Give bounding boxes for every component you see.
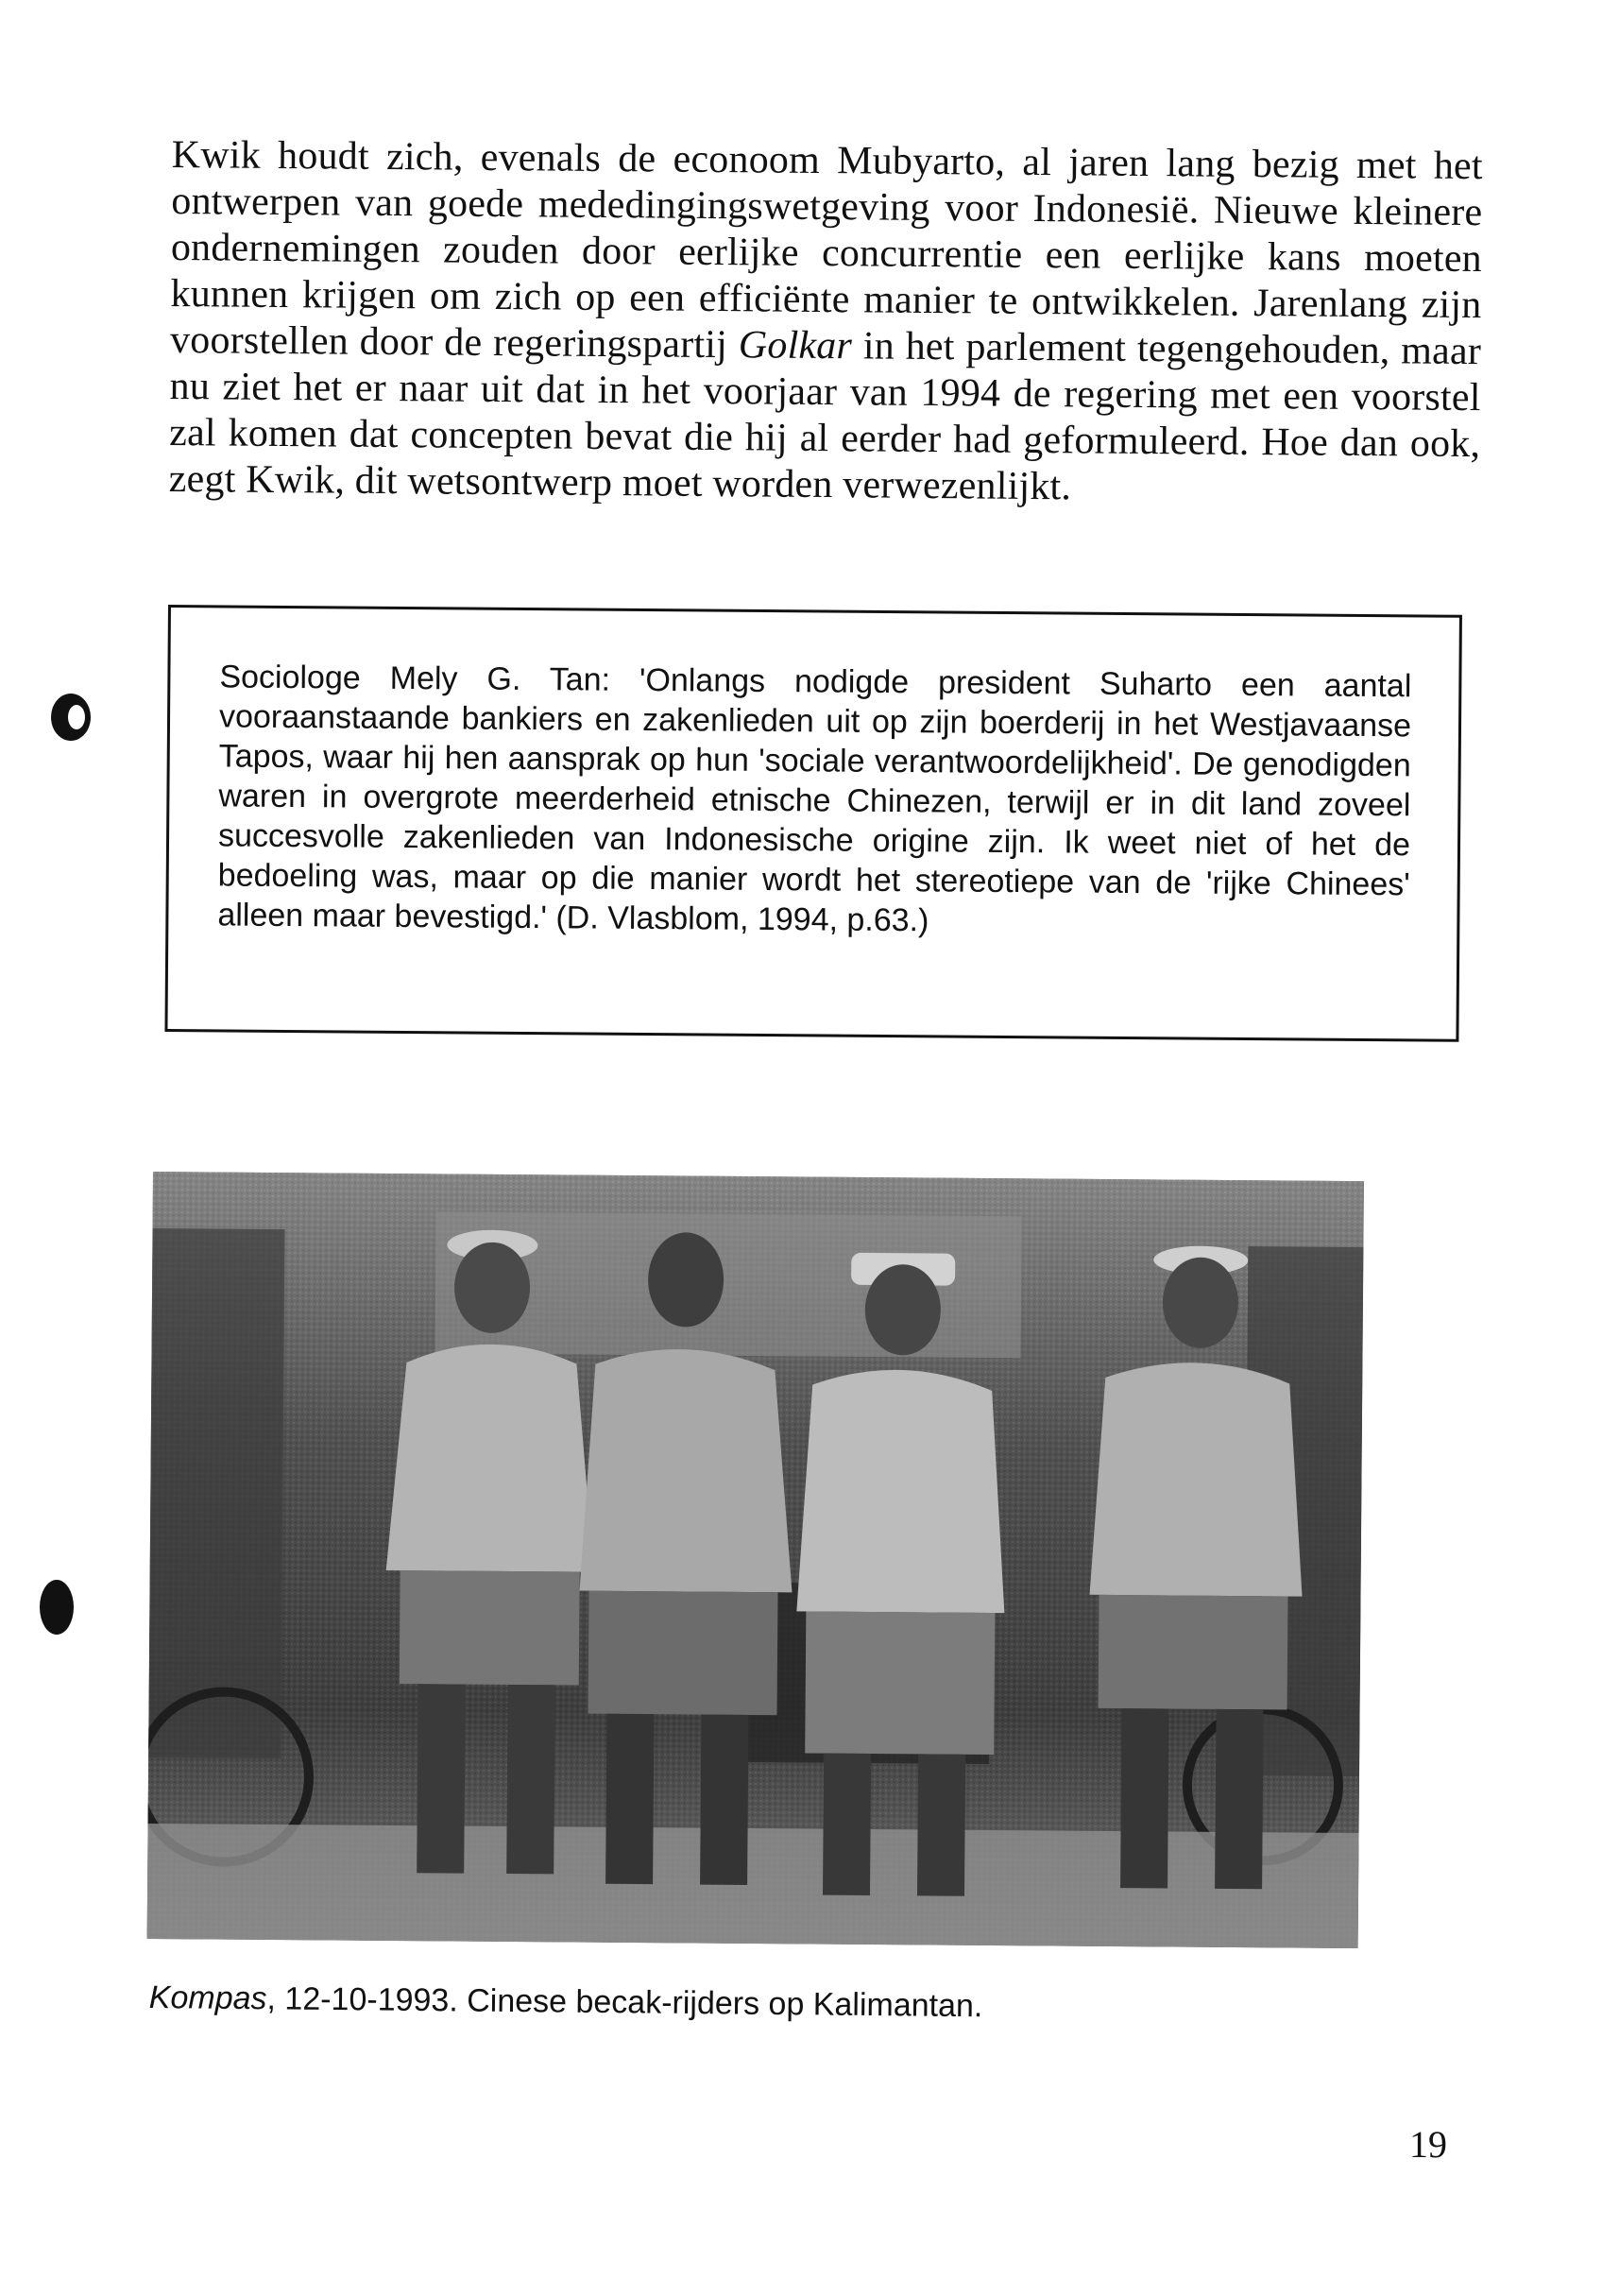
photo-caption: [149, 1979, 983, 2025]
main-paragraph: [169, 132, 1483, 514]
punch-hole-top: [51, 694, 91, 741]
punch-hole-bottom: [40, 1580, 74, 1635]
caption-text: , 12-10-1993. Cinese becak-rijders op Kalimantan.: [266, 1980, 983, 2025]
quote-box: [164, 605, 1462, 1042]
photo-becak-riders: [147, 1172, 1364, 1948]
page-number: 19: [1409, 2123, 1447, 2166]
photo-illustration: [147, 1172, 1364, 1948]
party-name: Golkar: [738, 323, 853, 368]
main-paragraph-part2: in het parlement tegengehouden, maar nu ziet het er naar uit dat in het voorjaar van 1994 de regering met een voorstel zal komen dat concepten bevat die hij al eerder had geformuleerd. Hoe dan ook, zegt Kwik, dit wetsontwerp moet worden verwezenlijkt.: [168, 324, 1482, 509]
main-paragraph-part1: Kwik houdt zich, evenals de econoom Mubyarto, al jaren lang bezig met het ontwerpen van goede mededingingswetgeving voor Indonesië. Nieuwe kleinere ondernemingen zouden door eerlijke concurrentie een eerlijke kans moeten kunnen krijgen om zich op een efficiënte manier te ontwikkelen. Jarenlang zijn voorstellen door de regeringspartij: [169, 132, 1483, 368]
quote-text: Sociologe Mely G. Tan: 'Onlangs nodigde president Suharto een aantal vooraanstaande bankiers en zakenlieden uit op zijn boerderij in het Westjavaanse Tapos, waar hij hen aansprak op hun 'sociale verantwoordelijkheid'. De genodigden waren in overgrote meerderheid etnische Chinezen, terwijl er in dit land zoveel succesvolle zakenlieden van Indonesische origine zijn. Ik weet niet of het de bedoeling was, maar op die manier wordt het stereotiepe van de 'rijke Chinees' alleen maar bevestigd.' (D. Vlasblom, 1994, p.63.): [217, 659, 1412, 939]
caption-source: Kompas: [148, 1979, 267, 2017]
